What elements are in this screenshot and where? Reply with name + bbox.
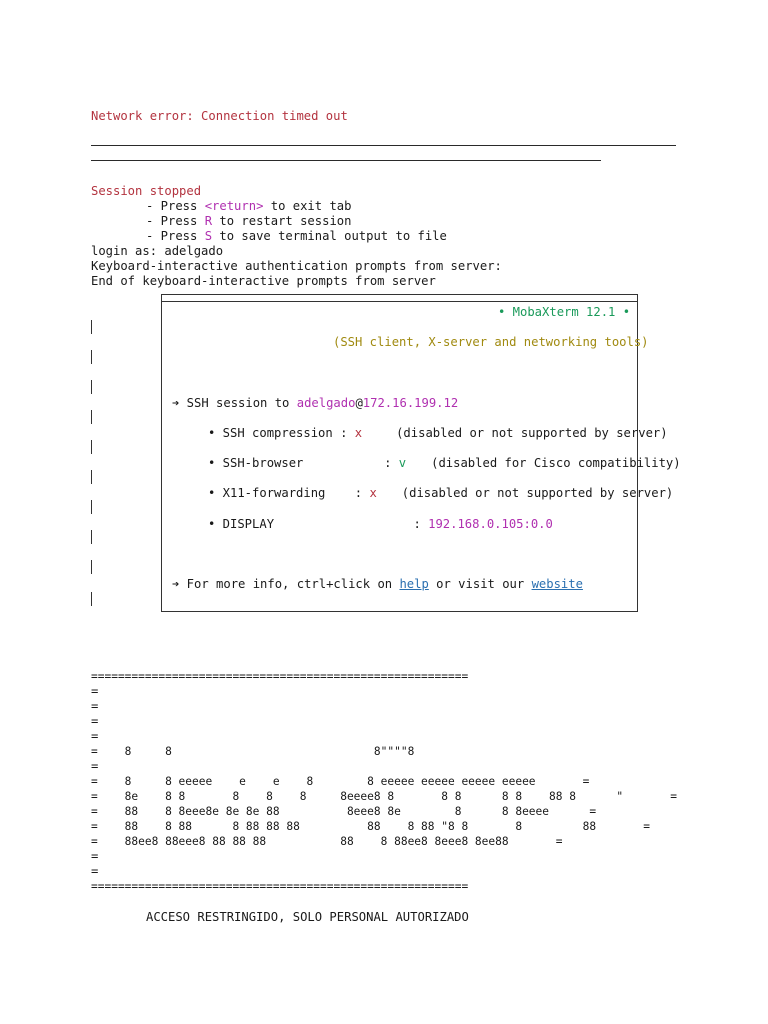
left-border-fragment	[91, 350, 92, 364]
compression-note: (disabled or not supported by server)	[396, 426, 668, 440]
x11-note: (disabled or not supported by server)	[401, 486, 674, 500]
motd-edge: =	[91, 759, 99, 773]
display-label: • DISPLAY :	[208, 517, 429, 531]
left-border-fragment	[91, 530, 92, 544]
info-middle: or visit our	[428, 577, 532, 591]
hint-suffix: to restart session	[212, 214, 352, 228]
kbd-interactive-end: End of keyboard-interactive prompts from server	[91, 274, 436, 288]
hint-prefix: - Press	[146, 199, 205, 213]
motd-edge: =	[91, 684, 99, 698]
left-border-fragment	[91, 380, 92, 394]
display-value: 192.168.0.105:0.0	[428, 517, 553, 531]
motd-ascii-row: = 88 8 8eee8e 8e 8e 88 8eee8 8e 8 8 8eeee =	[91, 805, 597, 818]
motd-rule-top: ========================================================	[91, 670, 469, 683]
arrow-icon-text: ➔ SSH session to	[172, 396, 297, 410]
hint-prefix: - Press	[146, 214, 205, 228]
separator-rule	[91, 160, 601, 161]
ssh-at: @	[355, 396, 363, 410]
separator-rule	[91, 145, 676, 146]
x11-forwarding-line	[208, 486, 673, 501]
left-border-fragment	[91, 592, 92, 606]
ssh-host: 172.16.199.12	[362, 396, 459, 410]
help-link[interactable]: help	[399, 577, 429, 591]
product-version: • MobaXterm 12.1 •	[498, 305, 631, 319]
ssh-session-line	[172, 396, 458, 411]
compression-label: • SSH compression :	[208, 426, 355, 440]
kbd-interactive-start: Keyboard-interactive authentication prompts from server:	[91, 259, 502, 273]
ssh-compression-line	[208, 426, 668, 441]
motd-ascii-row: = 88 8 88 8 88 88 88 88 8 88 "8 8 8 88 =	[91, 820, 651, 833]
motd-rule-bottom: ========================================================	[91, 880, 469, 893]
left-border-fragment	[91, 560, 92, 574]
left-border-fragment	[91, 410, 92, 424]
motd-ascii-row: = 88ee8 88eee8 88 88 88 88 8 88ee8 8eee8 8ee88 =	[91, 835, 563, 848]
left-border-fragment	[91, 440, 92, 454]
session-stopped-text: Session stopped	[91, 184, 202, 198]
network-error-text: Network error: Connection timed out	[91, 109, 348, 123]
left-border-fragment	[91, 320, 92, 334]
motd-edge: =	[91, 729, 99, 743]
hint-restart-session	[146, 214, 351, 229]
hint-prefix: - Press	[146, 229, 205, 243]
motd-edge: =	[91, 699, 99, 713]
hint-exit-tab	[146, 199, 351, 214]
motd-edge: =	[91, 714, 99, 728]
display-line	[208, 517, 553, 532]
save-key: S	[204, 229, 213, 243]
login-as-text: login as: adelgado	[91, 244, 224, 258]
x11-value: x	[369, 486, 377, 500]
more-info-line	[172, 577, 583, 592]
info-prefix: ➔ For more info, ctrl+click on	[172, 577, 400, 591]
product-tagline: (SSH client, X-server and networking tools)	[333, 335, 649, 349]
hint-suffix: to save terminal output to file	[212, 229, 447, 243]
left-border-fragment	[91, 500, 92, 514]
motd-ascii-row: = 8 8 8""""8	[91, 745, 415, 758]
browser-note: (disabled for Cisco compatibility)	[431, 456, 681, 470]
ssh-user: adelgado	[296, 396, 356, 410]
motd-ascii-row: = 8e 8 8 8 8 8 8eeee8 8 8 8 8 8 88 8 " =	[91, 790, 677, 803]
hint-suffix: to exit tab	[263, 199, 352, 213]
motd-edge: =	[91, 864, 99, 878]
x11-label: • X11-forwarding :	[208, 486, 370, 500]
compression-value: x	[354, 426, 363, 440]
restart-key: R	[204, 214, 213, 228]
motd-ascii-row: = 8 8 eeeee e e 8 8 eeeee eeeee eeeee eeeee =	[91, 775, 590, 788]
return-key: <return>	[204, 199, 264, 213]
browser-label: • SSH-browser :	[208, 456, 399, 470]
ssh-browser-line	[208, 456, 681, 471]
banner-inner-rule	[161, 301, 638, 302]
motd-edge: =	[91, 849, 99, 863]
website-link[interactable]: website	[531, 577, 583, 591]
hint-save-output	[146, 229, 447, 244]
restricted-access-notice: ACCESO RESTRINGIDO, SOLO PERSONAL AUTORIZADO	[146, 910, 469, 924]
browser-value: v	[398, 456, 407, 470]
left-border-fragment	[91, 470, 92, 484]
